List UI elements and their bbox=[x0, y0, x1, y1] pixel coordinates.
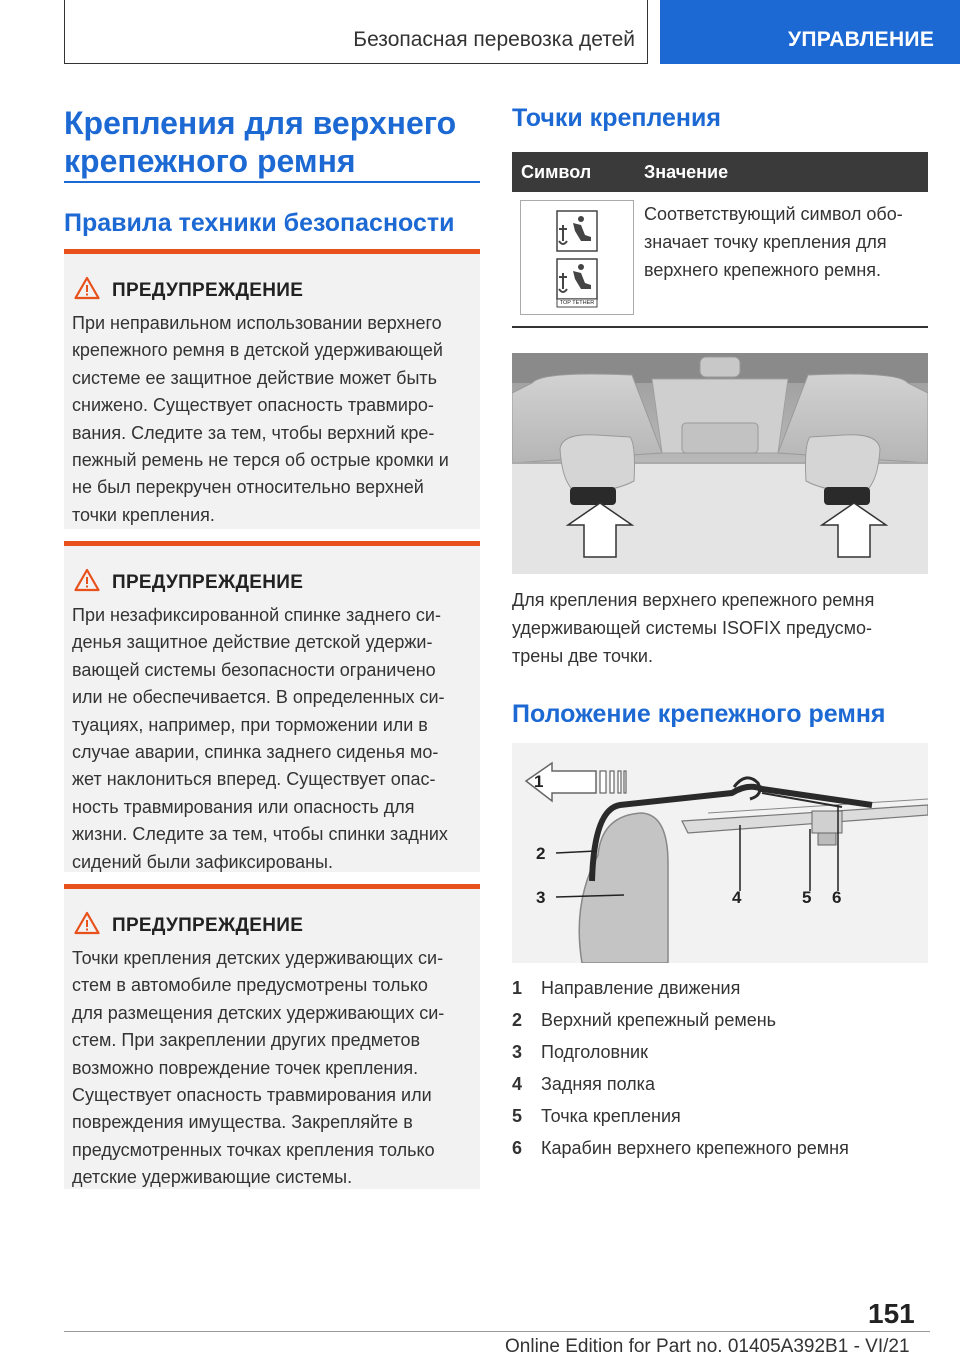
legend-number: 2 bbox=[512, 1010, 523, 1030]
warning-line: денья защитное действие детской удержи- bbox=[72, 632, 433, 653]
top-tether-symbol-cell bbox=[520, 200, 634, 315]
legend-item bbox=[512, 1102, 928, 1134]
warning-line: не был перекручен относительно верхней bbox=[72, 477, 424, 498]
header-section-label: УПРАВЛЕНИЕ bbox=[788, 28, 935, 51]
meaning-line: верхнего крепежного ремня. bbox=[644, 260, 882, 280]
legend-text: Подголовник bbox=[541, 1042, 648, 1062]
warning-line: точки крепления. bbox=[72, 504, 215, 525]
warning-line: жет наклониться вперед. Существует опас- bbox=[72, 769, 436, 790]
paragraph-line: удерживающей системы ISOFIX предусмо- bbox=[512, 618, 873, 638]
anchor-points-heading: Точки крепления bbox=[512, 104, 721, 132]
legend-number: 4 bbox=[512, 1074, 523, 1094]
diagram-legend bbox=[512, 974, 928, 1166]
warning-line: случае аварии, спинка заднего сиденья мо- bbox=[72, 742, 439, 763]
warning-line: снижено. Существует опасность травмиро- bbox=[72, 395, 434, 416]
warning-title: ПРЕДУПРЕЖДЕНИЕ bbox=[112, 915, 304, 936]
warning-title: ПРЕДУПРЕЖДЕНИЕ bbox=[112, 572, 304, 593]
diagram-label-3: 3 bbox=[536, 888, 546, 907]
warning-box-3 bbox=[64, 884, 480, 1189]
warning-line: ность травмирования или опасность для bbox=[72, 796, 415, 817]
warning-line: Точки крепления детских удерживающих си- bbox=[72, 948, 444, 968]
symbol-table-header bbox=[512, 152, 928, 192]
legend-item bbox=[512, 1006, 928, 1038]
legend-number: 3 bbox=[512, 1042, 523, 1062]
legend-text: Карабин верхнего крепежного ремня bbox=[541, 1138, 849, 1158]
paragraph-line: трены две точки. bbox=[512, 646, 653, 666]
warning-triangle-icon bbox=[74, 568, 100, 592]
legend-number: 6 bbox=[512, 1138, 523, 1158]
warning-line: предусмотренных точках крепления только bbox=[72, 1139, 435, 1160]
legend-number: 5 bbox=[512, 1106, 523, 1126]
diagram-label-2: 2 bbox=[536, 844, 546, 863]
title-divider bbox=[64, 181, 480, 183]
isofix-paragraph bbox=[512, 586, 928, 670]
warning-box-1 bbox=[64, 249, 480, 529]
legend-item bbox=[512, 1038, 928, 1070]
warning-box-2 bbox=[64, 541, 480, 872]
warning-text bbox=[72, 602, 480, 876]
warning-line: сидений были зафиксированы. bbox=[72, 851, 333, 872]
legend-text: Верхний крепежный ремень bbox=[541, 1010, 777, 1030]
safety-rules-heading: Правила техники безопасности bbox=[64, 209, 455, 237]
diagram-label-5: 5 bbox=[802, 888, 812, 907]
warning-text bbox=[72, 310, 480, 529]
page-number: 151 bbox=[868, 1298, 915, 1329]
page-title-line2: крепежного ремня bbox=[64, 143, 356, 179]
tether-strap-diagram bbox=[512, 743, 928, 963]
top-tether-symbol-icon bbox=[521, 201, 633, 314]
legend-number: 1 bbox=[512, 978, 523, 998]
legend-item bbox=[512, 1134, 928, 1166]
warning-line: туациях, например, при торможении или в bbox=[72, 714, 428, 735]
paragraph-line: Для крепления верхнего крепежного ремня bbox=[512, 590, 875, 610]
footer-divider bbox=[64, 1331, 930, 1332]
warning-line: При неправильном использовании верхнего bbox=[72, 313, 442, 333]
col-meaning-header: Значение bbox=[644, 162, 729, 182]
table-bottom-rule bbox=[512, 326, 928, 328]
strap-position-heading: Положение крепежного ремня bbox=[512, 700, 886, 728]
warning-line: возможно повреждение точек крепления. bbox=[72, 1057, 419, 1078]
page-title bbox=[64, 104, 480, 180]
page-title-line1: Крепления для верхнего bbox=[64, 105, 457, 141]
header-chapter-box bbox=[64, 0, 648, 64]
warning-line: вающей системы безопасности ограничено bbox=[72, 659, 436, 680]
warning-line: При незафиксированной спинке заднего си- bbox=[72, 605, 441, 625]
warning-line: стем в автомобиле предусмотрены только bbox=[72, 975, 428, 996]
symbol-meaning-text bbox=[644, 200, 928, 284]
legend-item bbox=[512, 974, 928, 1006]
legend-item bbox=[512, 1070, 928, 1102]
warning-line: для размещения детских удерживающих си- bbox=[72, 1002, 445, 1023]
legend-text: Направление движения bbox=[541, 978, 741, 998]
warning-triangle-icon bbox=[74, 911, 100, 935]
warning-line: вания. Следите за тем, чтобы верхний кре- bbox=[72, 422, 435, 443]
meaning-line: Соответствующий символ обо- bbox=[644, 204, 903, 224]
warning-title: ПРЕДУПРЕЖДЕНИЕ bbox=[112, 280, 304, 301]
warning-line: повреждения имущества. Закрепляйте в bbox=[72, 1112, 413, 1133]
warning-line: жизни. Следите за тем, чтобы спинки задних bbox=[72, 824, 448, 845]
warning-line: Существует опасность травмирования или bbox=[72, 1085, 432, 1106]
diagram-label-4: 4 bbox=[732, 888, 742, 907]
warning-text bbox=[72, 945, 480, 1192]
diagram-label-6: 6 bbox=[832, 888, 842, 907]
col-symbol-header: Символ bbox=[521, 162, 592, 182]
footer-edition-text: Online Edition for Part no. 01405A392B1 - VI/21 bbox=[505, 1336, 910, 1357]
header-section-tab[interactable] bbox=[660, 0, 960, 64]
legend-text: Точка крепления bbox=[541, 1106, 681, 1126]
legend-text: Задняя полка bbox=[541, 1074, 655, 1094]
meaning-line: значает точку крепления для bbox=[644, 232, 887, 252]
warning-line: стем. При закреплении других предметов bbox=[72, 1030, 421, 1051]
warning-line: пежный ремень не терся об острые кромки и bbox=[72, 450, 449, 471]
warning-line: крепежного ремня в детской удерживающей bbox=[72, 340, 443, 361]
warning-triangle-icon bbox=[74, 276, 100, 300]
rear-shelf-anchor-illustration bbox=[512, 353, 928, 574]
header-chapter-title: Безопасная перевозка детей bbox=[353, 28, 635, 51]
top-tether-caption: TOP TETHER bbox=[559, 300, 595, 306]
warning-line: или не обеспечивается. В определенных си- bbox=[72, 687, 445, 708]
diagram-label-1: 1 bbox=[534, 772, 544, 791]
warning-line: детские удерживающие системы. bbox=[72, 1167, 353, 1188]
warning-line: системе ее защитное действие может быть bbox=[72, 367, 438, 388]
